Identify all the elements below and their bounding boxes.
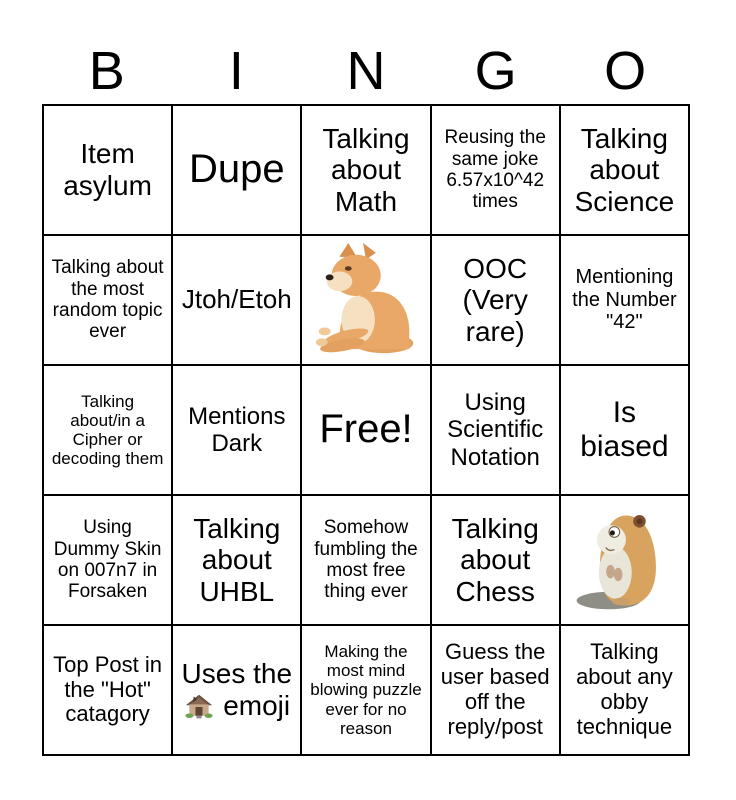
bingo-cell-r2c1[interactable]: [44, 236, 171, 364]
bingo-title: [42, 36, 690, 101]
cell-text: Mentioning the Number "42": [572, 266, 677, 334]
cell-text: Talking about UHBL: [193, 512, 281, 607]
bingo-cell-r4c1[interactable]: [44, 496, 171, 624]
cell-text: Top Post in the "Hot" catagory: [53, 651, 163, 727]
title-letter-o: O: [604, 41, 647, 101]
bingo-cell-r3c2[interactable]: [173, 366, 300, 494]
cell-text: Guess the user based off the reply/post: [440, 639, 550, 739]
cell-text: Free!: [319, 407, 413, 452]
cell-text: Talking about Science: [574, 122, 675, 217]
cell-text: Talking about Chess: [451, 512, 539, 607]
cell-text: Talking about any obby technique: [576, 639, 673, 739]
bingo-cell-r2c3[interactable]: [302, 236, 429, 364]
bingo-cell-r5c1[interactable]: [44, 626, 171, 754]
bingo-cell-r3c4[interactable]: [432, 366, 559, 494]
cell-text: Using Dummy Skin on 007n7 in Forsaken: [53, 517, 162, 603]
cell-text: Talking about/in a Cipher or decoding them: [51, 391, 164, 469]
cheems-dog-image: [307, 241, 425, 359]
cell-text: OOC (Very rare): [462, 252, 528, 347]
bingo-cell-r2c2[interactable]: [173, 236, 300, 364]
bingo-cell-r4c5[interactable]: [561, 496, 688, 624]
bingo-grid: [42, 104, 690, 756]
title-letter-n: N: [346, 41, 386, 101]
bingo-cell-r4c4[interactable]: [432, 496, 559, 624]
derelict-house-emoji-icon: [185, 693, 213, 721]
bingo-cell-r1c1[interactable]: [44, 106, 171, 234]
bingo-cell-r3c3-free[interactable]: [302, 366, 429, 494]
title-letter-g: G: [474, 41, 517, 101]
bingo-cell-r1c4[interactable]: [432, 106, 559, 234]
cell-text: Item asylum: [63, 138, 152, 201]
bingo-cell-r1c2[interactable]: [173, 106, 300, 234]
bingo-cell-r5c5[interactable]: [561, 626, 688, 754]
title-letter-b: B: [88, 41, 125, 101]
cell-text: Mentions Dark: [188, 402, 286, 457]
bingo-cell-r1c5[interactable]: [561, 106, 688, 234]
bingo-cell-r2c4[interactable]: [432, 236, 559, 364]
bingo-cell-r2c5[interactable]: [561, 236, 688, 364]
cell-text: Using Scientific Notation: [447, 389, 544, 471]
title-letter-i: I: [228, 41, 244, 101]
staring-hamster-image: [566, 502, 682, 618]
cell-text: Making the most mind blowing puzzle ever for no reason: [310, 641, 422, 738]
bingo-cell-r3c5[interactable]: [561, 366, 688, 494]
cell-text: Jtoh/Etoh: [181, 284, 292, 315]
cell-text: Reusing the same joke 6.57x10^42 times: [444, 127, 546, 213]
bingo-cell-r5c4[interactable]: [432, 626, 559, 754]
cell-text: Is biased: [580, 396, 669, 463]
bingo-cell-r1c3[interactable]: [302, 106, 429, 234]
cell-text: Talking about the most random topic ever: [51, 257, 164, 343]
bingo-cell-r4c2[interactable]: [173, 496, 300, 624]
cell-text: Talking about Math: [322, 122, 410, 217]
cell-text: Dupe: [188, 147, 285, 192]
cell-text: [180, 658, 293, 721]
cell-text: Somehow fumbling the most free thing ever: [314, 517, 418, 603]
bingo-cell-r4c3[interactable]: [302, 496, 429, 624]
bingo-cell-r3c1[interactable]: [44, 366, 171, 494]
bingo-cell-r5c3[interactable]: [302, 626, 429, 754]
cell-text-before: Uses the: [181, 658, 293, 690]
bingo-cell-r5c2[interactable]: [173, 626, 300, 754]
cell-text-after: emoji: [215, 690, 291, 721]
